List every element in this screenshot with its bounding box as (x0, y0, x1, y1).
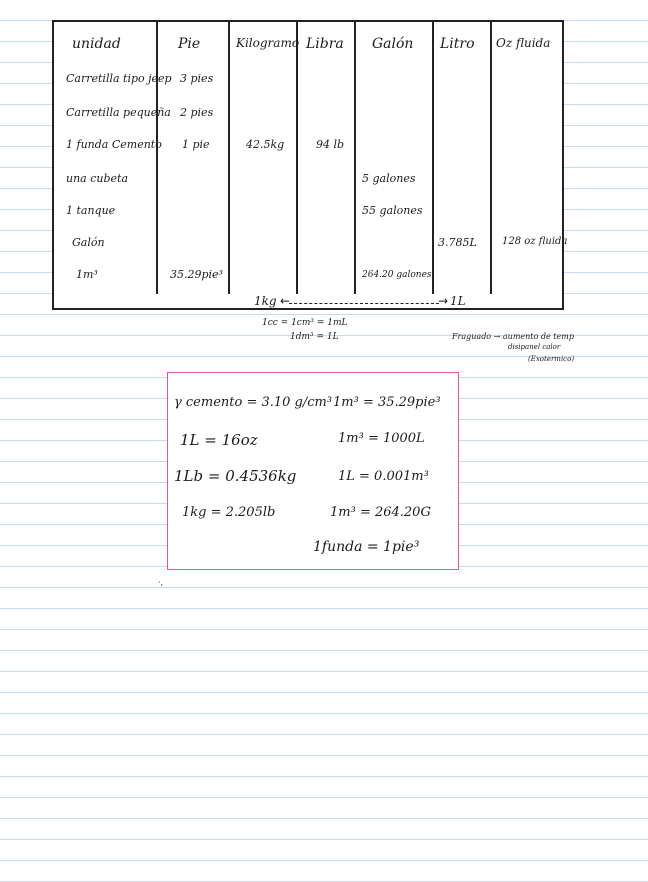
row-label: Galón (72, 236, 105, 249)
formula-right: 1m³ = 1000L (338, 431, 425, 446)
formula-box (167, 372, 459, 570)
column-divider (296, 22, 298, 294)
volume-note-2: 1dm³ = 1L (290, 332, 339, 342)
row-label: una cubeta (66, 172, 128, 185)
cell-value: 128 oz fluida (502, 236, 568, 247)
column-divider (432, 22, 434, 294)
cell-value: 94 lb (316, 138, 345, 151)
row-label: 1 funda Cemento (66, 138, 162, 151)
arrow-left-head-icon: ← (280, 294, 291, 308)
column-divider (228, 22, 230, 294)
header-kilogramo: Kilogramo (236, 36, 300, 50)
cell-value: 3.785L (438, 236, 477, 249)
row-label: Carretilla pequeña (66, 106, 171, 119)
formula-right: 1L = 0.001m³ (338, 469, 429, 484)
row-label: 1 tanque (66, 204, 116, 217)
column-divider (354, 22, 356, 294)
fraguado-note-2: disipanel calor (508, 343, 561, 351)
formula-left: 1Lb = 0.4536kg (174, 467, 297, 485)
formula-left: 1kg = 2.205lb (182, 505, 276, 520)
arrow-left-label: 1kg (254, 294, 277, 308)
header-unidad: unidad (72, 36, 121, 52)
header-pie: Pie (178, 36, 201, 52)
formula-right: 1m³ = 264.20G (330, 505, 431, 520)
cell-value: 5 galones (362, 172, 416, 185)
stray-pen-mark: ·, (158, 578, 164, 587)
formula-left: γ cemento = 3.10 g/cm³ (174, 395, 333, 410)
header-oz-fluida: Oz fluida (496, 36, 551, 50)
kg-to-liter-arrow (254, 296, 514, 312)
formula-bottom: 1funda = 1pie³ (313, 539, 420, 555)
header-galon: Galón (372, 36, 414, 52)
cell-value: 1 pie (182, 138, 210, 151)
column-divider (490, 22, 492, 294)
cell-value: 55 galones (362, 204, 423, 217)
arrow-right-head-icon: → (438, 294, 449, 308)
row-label: Carretilla tipo jeep (66, 72, 172, 85)
cell-value: 3 pies (180, 72, 214, 85)
row-label: 1m³ (76, 268, 98, 281)
cell-value: 35.29pie³ (170, 268, 223, 281)
cell-value: 2 pies (180, 106, 214, 119)
cell-value: 264.20 galones (362, 270, 432, 280)
formula-right: 1m³ = 35.29pie³ (333, 395, 441, 410)
header-libra: Libra (306, 36, 344, 52)
header-litro: Litro (440, 36, 475, 52)
fraguado-note-1: Fraguado → aumento de temp (452, 332, 574, 341)
conversion-table (52, 20, 568, 310)
cell-value: 42.5kg (246, 138, 285, 151)
column-divider (156, 22, 158, 294)
fraguado-note-3: (Exotermico) (528, 355, 575, 363)
volume-note-1: 1cc = 1cm³ = 1mL (262, 318, 348, 328)
dashed-line (289, 303, 439, 304)
arrow-right-label: 1L (450, 294, 466, 308)
formula-left: 1L = 16oz (180, 431, 258, 449)
